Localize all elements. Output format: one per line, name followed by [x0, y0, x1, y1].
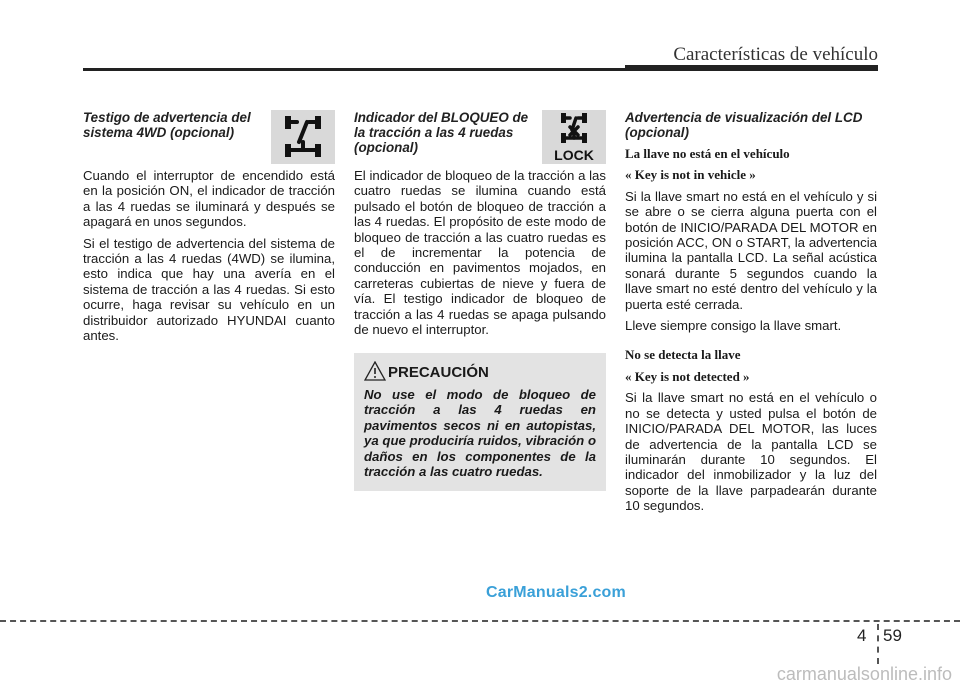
caution-title-text: PRECAUCIÓN — [388, 364, 489, 382]
paragraph: Si la llave smart no está en el vehículo o no se detecta y usted pulsa el botón de INICIO/PARADA DEL MOTOR, las luces de advertencia de la pantalla LCD se iluminarán durante 10 segundos. El indicador del inmobilizador y la luz del soporte de la llave parpadearán durante 10 segundos. — [625, 390, 877, 514]
4wd-lock-icon — [542, 110, 606, 164]
section-header — [83, 110, 335, 168]
subheading: No se detecta la llave — [625, 347, 741, 363]
header-rule-accent — [625, 65, 878, 71]
lcd-message: « Key is not detected » — [625, 368, 750, 384]
paragraph: Cuando el interruptor de encendido está en la posición ON, el indicador de tracción a las 4 ruedas se iluminará y después se apagará en unos segundos. — [83, 168, 335, 230]
section-heading: Indicador del BLOQUEO de la tracción a las 4 ruedas (opcional) — [354, 110, 529, 155]
section-heading: Advertencia de visualización del LCD (opcional) — [625, 110, 863, 140]
caution-title — [364, 365, 596, 380]
footer-rule — [0, 620, 960, 622]
paragraph: El indicador de bloqueo de la tracción a las cuatro ruedas se ilumina cuando está pulsado el botón de bloqueo de tracción a las 4 ruedas. El propósito de este modo de bloqueo de tracción a las cuatro ruedas es el de incrementar la potencia de conducción en pavimentos mojados, en carreteras cubiertas de nieve y fuera de vía. El testigo indicador de bloqueo de tracción a las 4 ruedas se apaga pulsando de nuevo el interruptor. — [354, 168, 606, 338]
column-4wd-warning — [83, 110, 335, 349]
page-separator — [877, 624, 879, 664]
watermark-link[interactable]: CarManuals2.com — [486, 584, 626, 601]
warning-triangle-icon — [364, 361, 386, 381]
site-watermark: carmanualsonline.info — [776, 664, 952, 684]
lock-label: LOCK — [554, 147, 594, 163]
column-lcd-warning — [625, 110, 877, 520]
caution-box — [354, 353, 606, 491]
paragraph: Lleve siempre consigo la llave smart. — [625, 318, 842, 334]
paragraph: Si el testigo de advertencia del sistema de tracción a las 4 ruedas (4WD) se ilumina, esto indica que hay una avería en el sistema de tracción a las 4 ruedas. Si esto ocurre, haga revisar su vehículo en un distribuidor autorizado HYUNDAI cuanto antes. — [83, 235, 335, 344]
lcd-message: « Key is not in vehicle » — [625, 167, 756, 183]
page-number: 59 — [883, 626, 902, 645]
4wd-warning-icon — [271, 110, 335, 164]
chapter-number: 4 — [857, 626, 867, 645]
section-heading: Testigo de advertencia del sistema 4WD (opcional) — [83, 110, 251, 140]
section-header — [354, 110, 606, 168]
subheading: La llave no está en el vehículo — [625, 146, 790, 161]
paragraph: Si la llave smart no está en el vehículo y si se abre o se cierra alguna puerta con el botón de INICIO/PARADA DEL MOTOR en posición ACC, ON o START, la advertencia ilumina la pantalla LCD. La señal acústica sonará durante 5 segundos cuando la llave smart no esté dentro del vehículo y la puerta esté cerrada. — [625, 188, 877, 312]
column-4wd-lock — [354, 110, 606, 491]
page-header-title: Características de vehículo — [673, 44, 878, 65]
caution-body: No use el modo de bloqueo de tracción a las 4 ruedas en pavimentos secos ni en autopistas, ya que produciría ruidos, vibración o daños en los componentes de la tracción a las cuatro ruedas. — [364, 386, 596, 479]
